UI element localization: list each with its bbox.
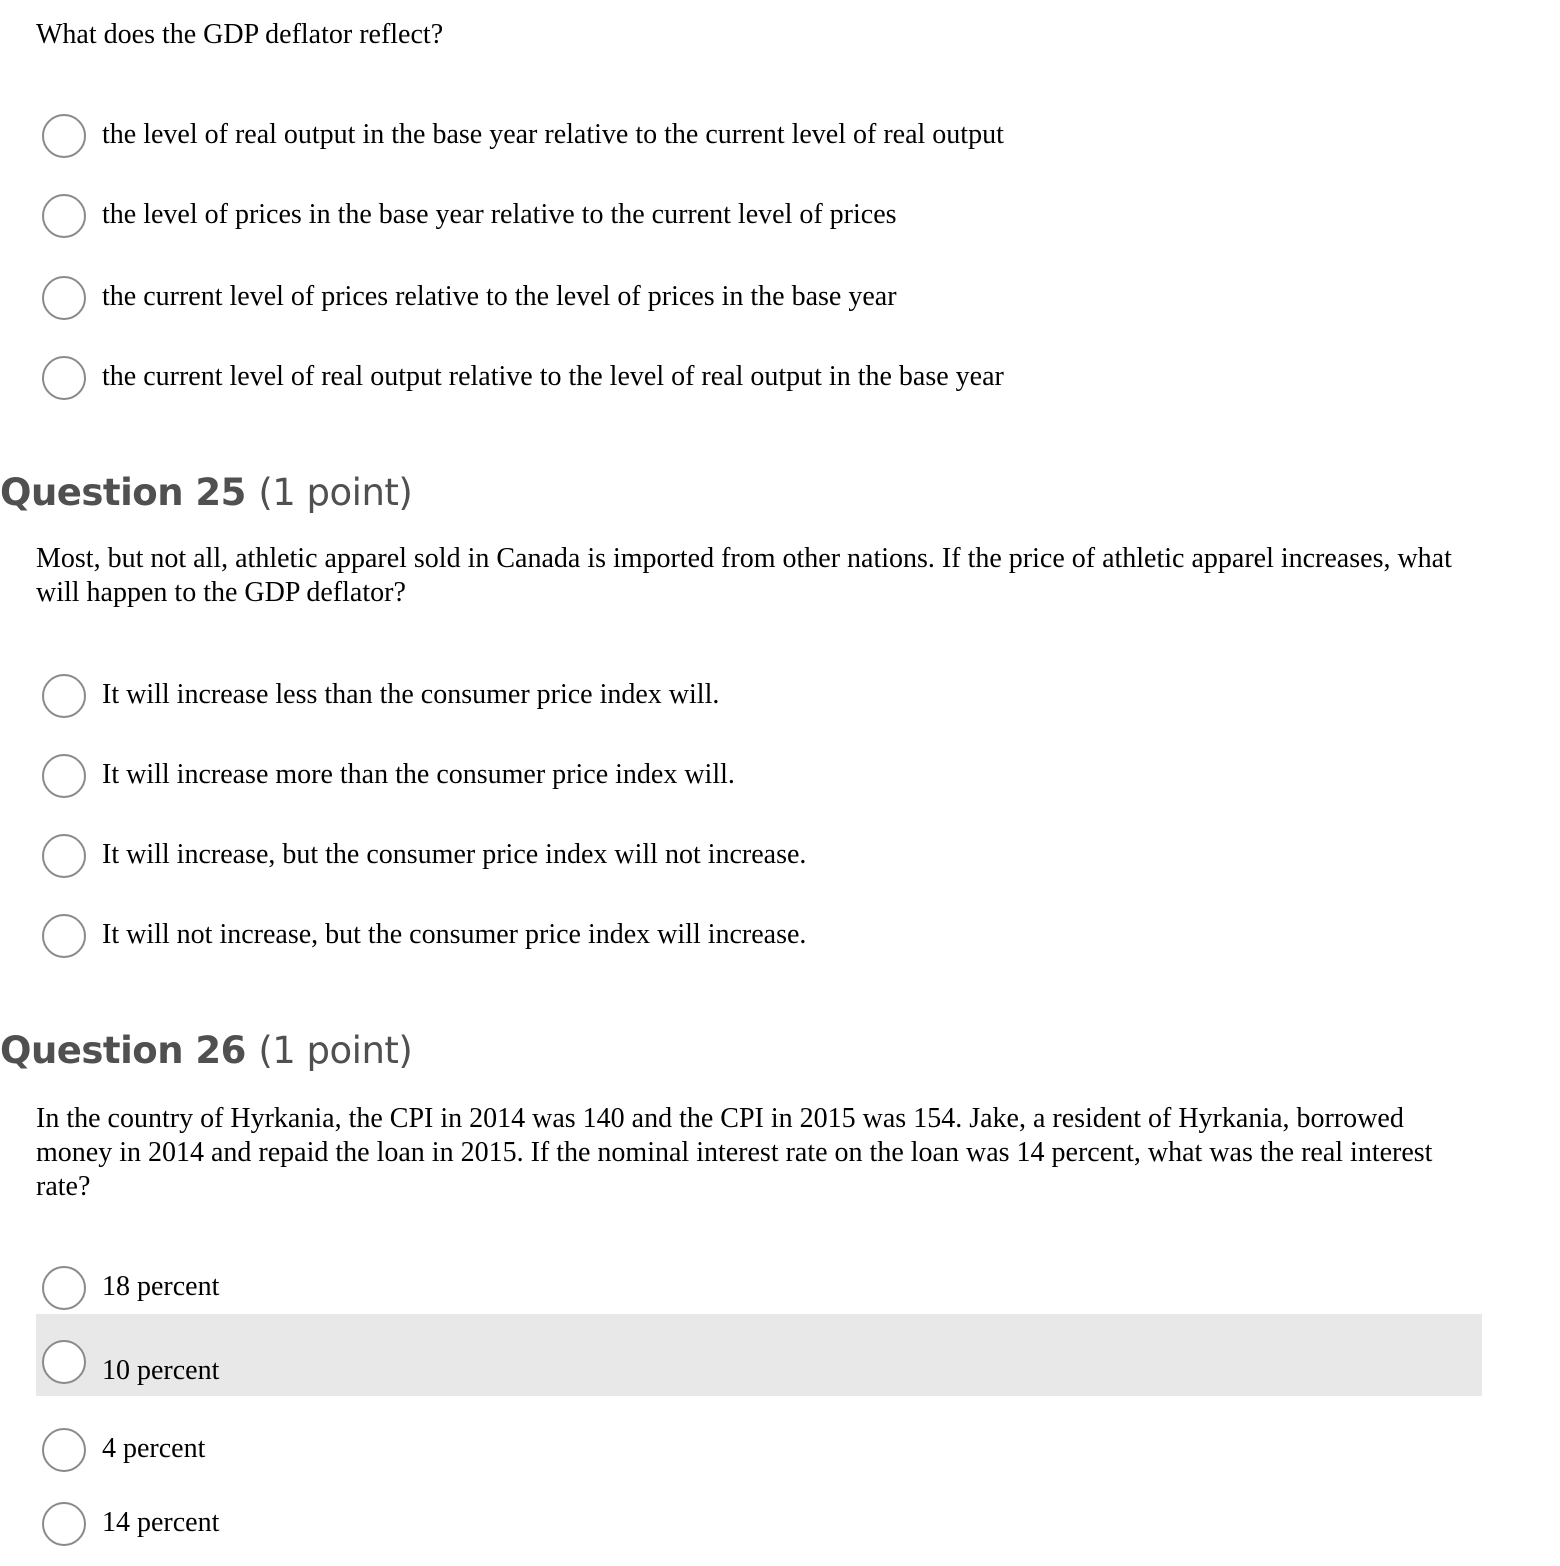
- radio-button[interactable]: [42, 834, 86, 878]
- q26-option-4[interactable]: [36, 1486, 1482, 1566]
- q25-option-4[interactable]: [36, 898, 1482, 978]
- option-label[interactable]: the level of real output in the base year relative to the current level of real output: [102, 119, 1004, 150]
- radio-button[interactable]: [42, 754, 86, 798]
- q26-option-2[interactable]: [36, 1314, 1482, 1396]
- option-label[interactable]: It will increase more than the consumer price index will.: [102, 759, 735, 790]
- radio-button[interactable]: [42, 1502, 86, 1546]
- question-25-text: Most, but not all, athletic apparel sold in Canada is imported from other nations. If the price of athletic apparel increases, what will happen to the GDP deflator?: [36, 543, 1452, 608]
- radio-button[interactable]: [42, 674, 86, 718]
- option-label[interactable]: It will increase less than the consumer price index will.: [102, 679, 720, 710]
- option-label[interactable]: It will increase, but the consumer price index will not increase.: [102, 839, 807, 870]
- q25-option-3[interactable]: [36, 818, 1482, 898]
- q24-option-4[interactable]: [36, 340, 1482, 420]
- radio-button[interactable]: [42, 276, 86, 320]
- question-points: (1 point): [258, 471, 413, 514]
- option-label[interactable]: 10 percent: [102, 1355, 220, 1386]
- radio-button[interactable]: [42, 114, 86, 158]
- question-26-text: In the country of Hyrkania, the CPI in 2014 was 140 and the CPI in 2015 was 154. Jake, a resident of Hyrkania, borrowed money in 2014 and repaid the loan in 2015. If the nominal interest rate on the loan was 14 percent, what was the real interest rate?: [36, 1103, 1433, 1202]
- q25-option-1[interactable]: [36, 658, 1482, 738]
- q25-option-2[interactable]: [36, 738, 1482, 818]
- q24-option-3[interactable]: [36, 260, 1482, 340]
- radio-button[interactable]: [42, 1266, 86, 1310]
- radio-button[interactable]: [42, 1428, 86, 1472]
- q24-option-1[interactable]: [36, 98, 1482, 178]
- option-label[interactable]: 18 percent: [102, 1271, 220, 1302]
- question-number: Question 25: [0, 471, 246, 514]
- question-24-text: What does the GDP deflator reflect?: [36, 19, 444, 50]
- option-label[interactable]: It will not increase, but the consumer price index will increase.: [102, 919, 807, 950]
- question-number: Question 26: [0, 1029, 246, 1072]
- q26-option-3[interactable]: [36, 1412, 1482, 1492]
- option-label[interactable]: the current level of real output relative to the level of real output in the base year: [102, 361, 1004, 392]
- question-26-heading: [0, 1028, 412, 1074]
- question-25-heading: [0, 470, 412, 516]
- radio-button[interactable]: [42, 1340, 86, 1384]
- option-label[interactable]: the current level of prices relative to the level of prices in the base year: [102, 281, 897, 312]
- question-points: (1 point): [258, 1029, 413, 1072]
- option-label[interactable]: 4 percent: [102, 1433, 206, 1464]
- q24-option-2[interactable]: [36, 178, 1482, 258]
- option-label[interactable]: the level of prices in the base year relative to the current level of prices: [102, 199, 897, 230]
- radio-button[interactable]: [42, 194, 86, 238]
- radio-button[interactable]: [42, 914, 86, 958]
- radio-button[interactable]: [42, 356, 86, 400]
- option-label[interactable]: 14 percent: [102, 1507, 220, 1538]
